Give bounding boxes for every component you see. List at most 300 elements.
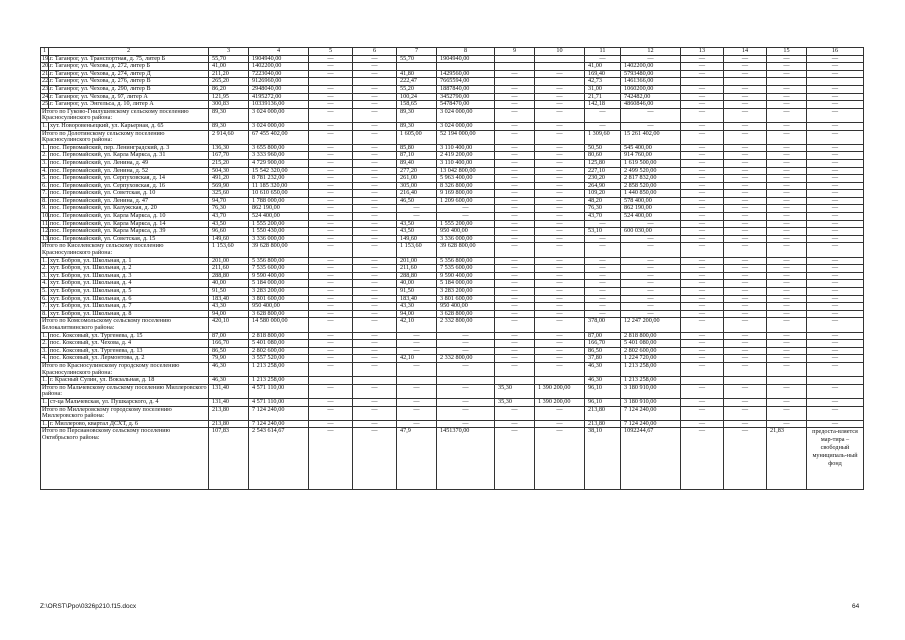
table-cell: — (681, 167, 724, 175)
table-cell: — (309, 159, 353, 167)
table-cell: — (309, 428, 353, 490)
table-cell: 950 400,00 (437, 303, 495, 311)
table-cell: — (437, 384, 495, 398)
address-cell: г. Миллерово, квартал ДСХТ, д. 6 (49, 420, 209, 428)
address-cell: хут. Новоровеньецкий, ул. Карьерная, д. 65 (49, 122, 209, 130)
table-cell: 131,40 (209, 398, 249, 406)
table-cell: 1 213 258,00 (621, 377, 681, 385)
table-cell: — (585, 265, 621, 273)
table-cell: 42,73 (585, 78, 621, 86)
row-number: 5. (42, 174, 47, 182)
table-cell: — (681, 159, 724, 167)
table-row (41, 122, 864, 130)
table-cell: — (767, 205, 807, 213)
table-cell: 38,10 (585, 428, 621, 490)
table-cell: 213,80 (585, 406, 621, 420)
table-cell: — (535, 175, 585, 183)
table-cell: — (353, 152, 397, 160)
column-number-cell: 11 (585, 48, 621, 56)
table-cell: — (495, 190, 535, 198)
table-cell: — (681, 280, 724, 288)
table-cell: — (437, 406, 495, 420)
table-cell: — (495, 310, 535, 318)
row-number: 13. (42, 234, 50, 242)
table-cell: — (535, 280, 585, 288)
row-number: 23. (42, 84, 50, 92)
table-cell: — (724, 332, 767, 340)
table-cell: — (353, 122, 397, 130)
table-cell: — (495, 280, 535, 288)
table-cell: 288,80 (209, 272, 249, 280)
table-cell: — (681, 108, 724, 122)
table-cell: 524 400,00 (621, 213, 681, 221)
table-cell: 1904940,00 (437, 55, 495, 63)
table-cell: — (807, 235, 864, 243)
table-cell: — (681, 347, 724, 355)
table-cell: 742482,00 (621, 93, 681, 101)
table-cell: — (309, 85, 353, 93)
table-cell: 2 818 800,00 (621, 332, 681, 340)
table-cell: — (353, 101, 397, 109)
table-cell: — (681, 122, 724, 130)
table-cell: — (807, 205, 864, 213)
table-cell: 420,10 (209, 318, 249, 332)
table-cell: — (621, 122, 681, 130)
table-cell: — (681, 288, 724, 296)
table-cell: 91,50 (209, 288, 249, 296)
table-cell: 1 213 258,00 (249, 362, 309, 376)
table-cell: — (437, 332, 495, 340)
table-cell: — (724, 220, 767, 228)
table-cell: 3452790,00 (437, 93, 495, 101)
address-cell: г. Таганрог, ул. Чехова, д. 272, литер Б (49, 63, 209, 71)
table-cell: 7 535 600,00 (249, 265, 309, 273)
row-number: 12. (42, 227, 50, 235)
table-cell: — (724, 347, 767, 355)
table-cell: — (309, 152, 353, 160)
table-cell: — (724, 175, 767, 183)
address-cell: г. Красный Сулин, ул. Вокзальная, д. 18 (49, 377, 209, 385)
address-cell: пос. Первомайский, ул. Ленина, д. 49 (49, 159, 209, 167)
table-cell: — (681, 190, 724, 198)
table-cell: — (767, 340, 807, 348)
table-cell: — (767, 167, 807, 175)
table-cell: 288,80 (397, 272, 437, 280)
table-cell: — (807, 152, 864, 160)
subtotal-label: Итого по Миллеровскому городскому поселению Миллеровского района: (41, 406, 209, 420)
table-cell: — (495, 235, 535, 243)
table-cell: 1402200,00 (621, 63, 681, 71)
table-cell: — (535, 213, 585, 221)
row-number: 25. (42, 100, 50, 108)
table-cell: 3 628 800,00 (249, 310, 309, 318)
table-cell: 96,60 (209, 228, 249, 236)
table-cell: — (495, 272, 535, 280)
table-cell: — (495, 175, 535, 183)
table-cell: — (353, 190, 397, 198)
table-cell: 1092244,67 (621, 428, 681, 490)
table-cell: — (767, 384, 807, 398)
table-cell: 1 555 200,00 (249, 220, 309, 228)
table-cell: 109,20 (585, 190, 621, 198)
table-cell: 3 024 000,00 (437, 108, 495, 122)
table-cell: — (353, 340, 397, 348)
table-cell: 504,30 (209, 167, 249, 175)
table-cell: 3 333 960,00 (249, 152, 309, 160)
table-cell: — (807, 257, 864, 265)
table-cell: 305,00 (397, 182, 437, 190)
table-cell: 1904940,00 (249, 55, 309, 63)
table-cell: 7 124 240,00 (249, 420, 309, 428)
row-number: 1. (42, 143, 47, 151)
row-number: 7. (42, 189, 47, 197)
table-cell: — (621, 257, 681, 265)
table-cell: — (767, 420, 807, 428)
table-cell: 67 455 402,00 (249, 130, 309, 144)
table-cell: 5 184 000,00 (437, 280, 495, 288)
table-cell: 87,00 (209, 332, 249, 340)
table-cell: 46,30 (209, 362, 249, 376)
table-cell: — (681, 318, 724, 332)
address-cell: пос. Первомайский, ул. Серпуховская, д. 14 (49, 175, 209, 183)
table-cell: 43,30 (397, 303, 437, 311)
table-cell: 96,10 (585, 398, 621, 406)
table-cell: — (767, 182, 807, 190)
table-cell: — (437, 362, 495, 376)
table-cell: — (767, 70, 807, 78)
table-cell: — (495, 406, 535, 420)
page-number: 64 (852, 603, 860, 610)
table-cell: 3 180 910,00 (621, 384, 681, 398)
table-cell: 3 024 000,00 (437, 122, 495, 130)
row-number: 20. (42, 62, 50, 70)
table-cell: 2 499 520,00 (621, 167, 681, 175)
subtotal-row (41, 428, 864, 490)
table-cell: 1 213 258,00 (249, 377, 309, 385)
table-cell: — (724, 205, 767, 213)
row-number: 1. (42, 397, 47, 405)
table-cell: — (535, 303, 585, 311)
table-cell: — (807, 347, 864, 355)
table-cell: — (767, 295, 807, 303)
table-cell: — (353, 288, 397, 296)
table-cell: 41,00 (585, 63, 621, 71)
address-cell: пос. Первомайский, ул. Карла Маркса, д. 39 (49, 228, 209, 236)
table-cell: 35,30 (495, 398, 535, 406)
table-cell: 85,80 (397, 144, 437, 152)
table-cell: — (495, 213, 535, 221)
table-cell: — (621, 272, 681, 280)
table-cell: 125,80 (585, 159, 621, 167)
table-cell: — (495, 295, 535, 303)
table-cell: — (681, 101, 724, 109)
table-cell: — (681, 55, 724, 63)
table-cell: — (535, 182, 585, 190)
table-cell: 86,50 (585, 347, 621, 355)
subtotal-row (41, 406, 864, 420)
table-cell: 53,10 (585, 228, 621, 236)
table-cell: 211,60 (209, 265, 249, 273)
table-cell: — (495, 101, 535, 109)
table-cell: — (807, 85, 864, 93)
table-cell: — (621, 265, 681, 273)
table-cell: — (309, 205, 353, 213)
table-cell: — (807, 243, 864, 257)
table-cell: 3 283 200,00 (249, 288, 309, 296)
row-number: 3. (42, 346, 47, 354)
table-cell: — (724, 303, 767, 311)
table-cell: 5 356 800,00 (249, 257, 309, 265)
table-cell: — (353, 197, 397, 205)
table-cell: 21,71 (585, 93, 621, 101)
table-cell: — (724, 197, 767, 205)
address-cell: пос. Первомайский, ул. Калужская, д. 20 (49, 205, 209, 213)
table-cell: — (767, 197, 807, 205)
subtotal-row (41, 384, 864, 398)
table-cell: 136,30 (209, 144, 249, 152)
table-cell: — (724, 420, 767, 428)
table-cell: 15 261 402,00 (621, 130, 681, 144)
table-cell: — (681, 213, 724, 221)
table-cell: — (724, 190, 767, 198)
table-cell: — (353, 362, 397, 376)
table-cell: 42,10 (397, 318, 437, 332)
table-cell: 55,70 (397, 55, 437, 63)
table-cell: — (353, 347, 397, 355)
table-cell: — (767, 190, 807, 198)
table-cell: — (681, 406, 724, 420)
table-cell: — (309, 213, 353, 221)
table-cell: — (807, 213, 864, 221)
table-cell: — (353, 318, 397, 332)
table-cell: — (309, 310, 353, 318)
table-cell: — (807, 280, 864, 288)
table-cell: — (807, 420, 864, 428)
table-cell: 47,9 (397, 428, 437, 490)
row-number: 6. (42, 181, 47, 189)
table-cell: 3 110 400,00 (437, 159, 495, 167)
table-cell: — (724, 310, 767, 318)
table-cell: — (495, 220, 535, 228)
table-cell: — (807, 288, 864, 296)
table-cell: — (585, 257, 621, 265)
table-cell: 183,40 (209, 295, 249, 303)
table-cell: — (535, 228, 585, 236)
table-cell: 35,30 (495, 384, 535, 398)
table-row (41, 159, 864, 167)
table-cell: 1 605,00 (397, 130, 437, 144)
table-cell: — (495, 228, 535, 236)
table-cell: 2 914,60 (209, 130, 249, 144)
address-cell: пос. Первомайский, ул. Ленина, д. 52 (49, 167, 209, 175)
table-cell: — (309, 228, 353, 236)
table-cell: 3 801 600,00 (249, 295, 309, 303)
table-cell: 578 400,00 (621, 197, 681, 205)
table-cell: — (353, 235, 397, 243)
table-cell: 169,40 (585, 70, 621, 78)
table-cell: — (724, 235, 767, 243)
table-cell: — (309, 101, 353, 109)
table-cell: — (353, 93, 397, 101)
table-cell: — (353, 182, 397, 190)
table-cell: — (309, 355, 353, 363)
table-cell: — (353, 280, 397, 288)
column-number-cell: 12 (621, 48, 681, 56)
table-cell: 40,00 (209, 280, 249, 288)
table-cell: — (437, 340, 495, 348)
table-cell: — (724, 384, 767, 398)
address-cell: пос. Первомайский, пер. Ленинградский, д. 3 (49, 144, 209, 152)
table-cell: 89,30 (397, 108, 437, 122)
table-cell: — (353, 55, 397, 63)
table-cell: 3 283 200,00 (437, 288, 495, 296)
table-cell: — (353, 70, 397, 78)
table-cell: — (309, 235, 353, 243)
table-cell: — (621, 108, 681, 122)
table-cell: 86,50 (209, 347, 249, 355)
address-cell: пос. Первомайский, ул. Советская, д. 10 (49, 190, 209, 198)
table-cell: — (681, 93, 724, 101)
table-cell: 4860846,00 (621, 101, 681, 109)
table-cell: — (585, 243, 621, 257)
table-cell: — (681, 152, 724, 160)
table-cell: — (437, 205, 495, 213)
table-cell: — (767, 310, 807, 318)
table-cell: — (495, 362, 535, 376)
table-cell: — (767, 406, 807, 420)
table-cell: — (495, 93, 535, 101)
table-cell: — (724, 228, 767, 236)
table-cell: — (724, 70, 767, 78)
table-cell: — (495, 108, 535, 122)
table-cell: — (353, 272, 397, 280)
table-cell: 3 110 400,00 (437, 144, 495, 152)
row-number: 10. (42, 212, 50, 220)
table-cell: 91,50 (397, 288, 437, 296)
table-cell: 7 124 240,00 (249, 406, 309, 420)
table-cell: 9 590 400,00 (437, 272, 495, 280)
table-cell: 215,20 (209, 159, 249, 167)
table-cell: — (495, 347, 535, 355)
table-cell: — (767, 85, 807, 93)
table-cell: — (535, 257, 585, 265)
table-cell: — (495, 70, 535, 78)
table-cell: — (495, 197, 535, 205)
table-cell: — (495, 303, 535, 311)
table-cell: 96,10 (585, 384, 621, 398)
table-cell: — (767, 272, 807, 280)
table-cell: — (585, 122, 621, 130)
table-cell: — (535, 152, 585, 160)
table-cell: 914 760,00 (621, 152, 681, 160)
table-cell: — (495, 318, 535, 332)
address-cell: г. Таганрог, ул. Энгельса, д. 10, литер А (49, 101, 209, 109)
table-cell: 3 024 000,00 (249, 122, 309, 130)
table-cell: — (807, 310, 864, 318)
address-cell: пос. Коксовый, ул. Тургенева, д. 13 (49, 347, 209, 355)
table-cell: — (535, 70, 585, 78)
table-cell: 1 619 500,00 (621, 159, 681, 167)
table-cell: — (535, 362, 585, 376)
address-cell: пос. Коксовый, ул. Лермонтова, д. 2 (49, 355, 209, 363)
table-cell: 12 247 200,00 (621, 318, 681, 332)
table-cell: — (535, 340, 585, 348)
table-cell: — (585, 220, 621, 228)
table-cell: 4 729 900,00 (249, 159, 309, 167)
table-cell: — (495, 243, 535, 257)
table-cell: — (309, 108, 353, 122)
table-cell: — (621, 295, 681, 303)
table-cell: — (724, 85, 767, 93)
table-cell: — (495, 152, 535, 160)
table-cell: — (681, 63, 724, 71)
table-cell: — (681, 175, 724, 183)
table-cell: 950 400,00 (249, 303, 309, 311)
table-cell: 300,83 (209, 101, 249, 109)
table-cell: — (353, 265, 397, 273)
table-cell: — (353, 159, 397, 167)
table-cell: 10339136,00 (249, 101, 309, 109)
table-cell: — (767, 347, 807, 355)
table-cell: 1429560,00 (437, 70, 495, 78)
table-cell: — (309, 197, 353, 205)
table-cell: 43,50 (397, 220, 437, 228)
row-number: 6. (42, 294, 47, 302)
table-cell: 3 655 800,00 (249, 144, 309, 152)
table-cell: — (397, 384, 437, 398)
table-cell: 52 194 000,00 (437, 130, 495, 144)
table-cell: 7665594,00 (437, 78, 495, 86)
subtotal-label: Итого по Гуково-Гнилушевскому сельскому поселению Красносулинского района: (41, 108, 209, 122)
table-cell: — (397, 205, 437, 213)
table-cell: — (309, 122, 353, 130)
table-cell: — (807, 55, 864, 63)
table-cell: — (535, 108, 585, 122)
table-cell: — (353, 144, 397, 152)
table-cell: 524 400,00 (249, 213, 309, 221)
table-cell: 158,65 (397, 101, 437, 109)
table-cell: — (309, 257, 353, 265)
table-cell: 166,70 (585, 340, 621, 348)
table-cell: 3 336 000,00 (437, 235, 495, 243)
table-cell: 2 332 800,00 (437, 318, 495, 332)
subtotal-label: Итого по Персиановскому сельскому поселению Октябрьского района: (41, 428, 209, 490)
table-cell: — (767, 55, 807, 63)
table-cell: — (585, 288, 621, 296)
table-cell: — (681, 303, 724, 311)
table-cell: — (681, 130, 724, 144)
table-cell: — (767, 144, 807, 152)
column-number-cell: 9 (495, 48, 535, 56)
table-cell: 1060200,00 (621, 85, 681, 93)
table-cell: — (309, 347, 353, 355)
table-cell: 41,80 (397, 70, 437, 78)
subtotal-row (41, 318, 864, 332)
table-cell: — (621, 303, 681, 311)
table-cell: — (724, 144, 767, 152)
table-cell: — (495, 288, 535, 296)
table-cell: — (353, 398, 397, 406)
table-cell: — (724, 340, 767, 348)
table-cell: 1451370,00 (437, 428, 495, 490)
table-cell: — (681, 228, 724, 236)
table-cell: — (437, 347, 495, 355)
table-cell: — (353, 85, 397, 93)
table-cell: — (767, 220, 807, 228)
table-cell: — (724, 63, 767, 71)
table-cell: — (621, 310, 681, 318)
table-cell: — (309, 384, 353, 398)
